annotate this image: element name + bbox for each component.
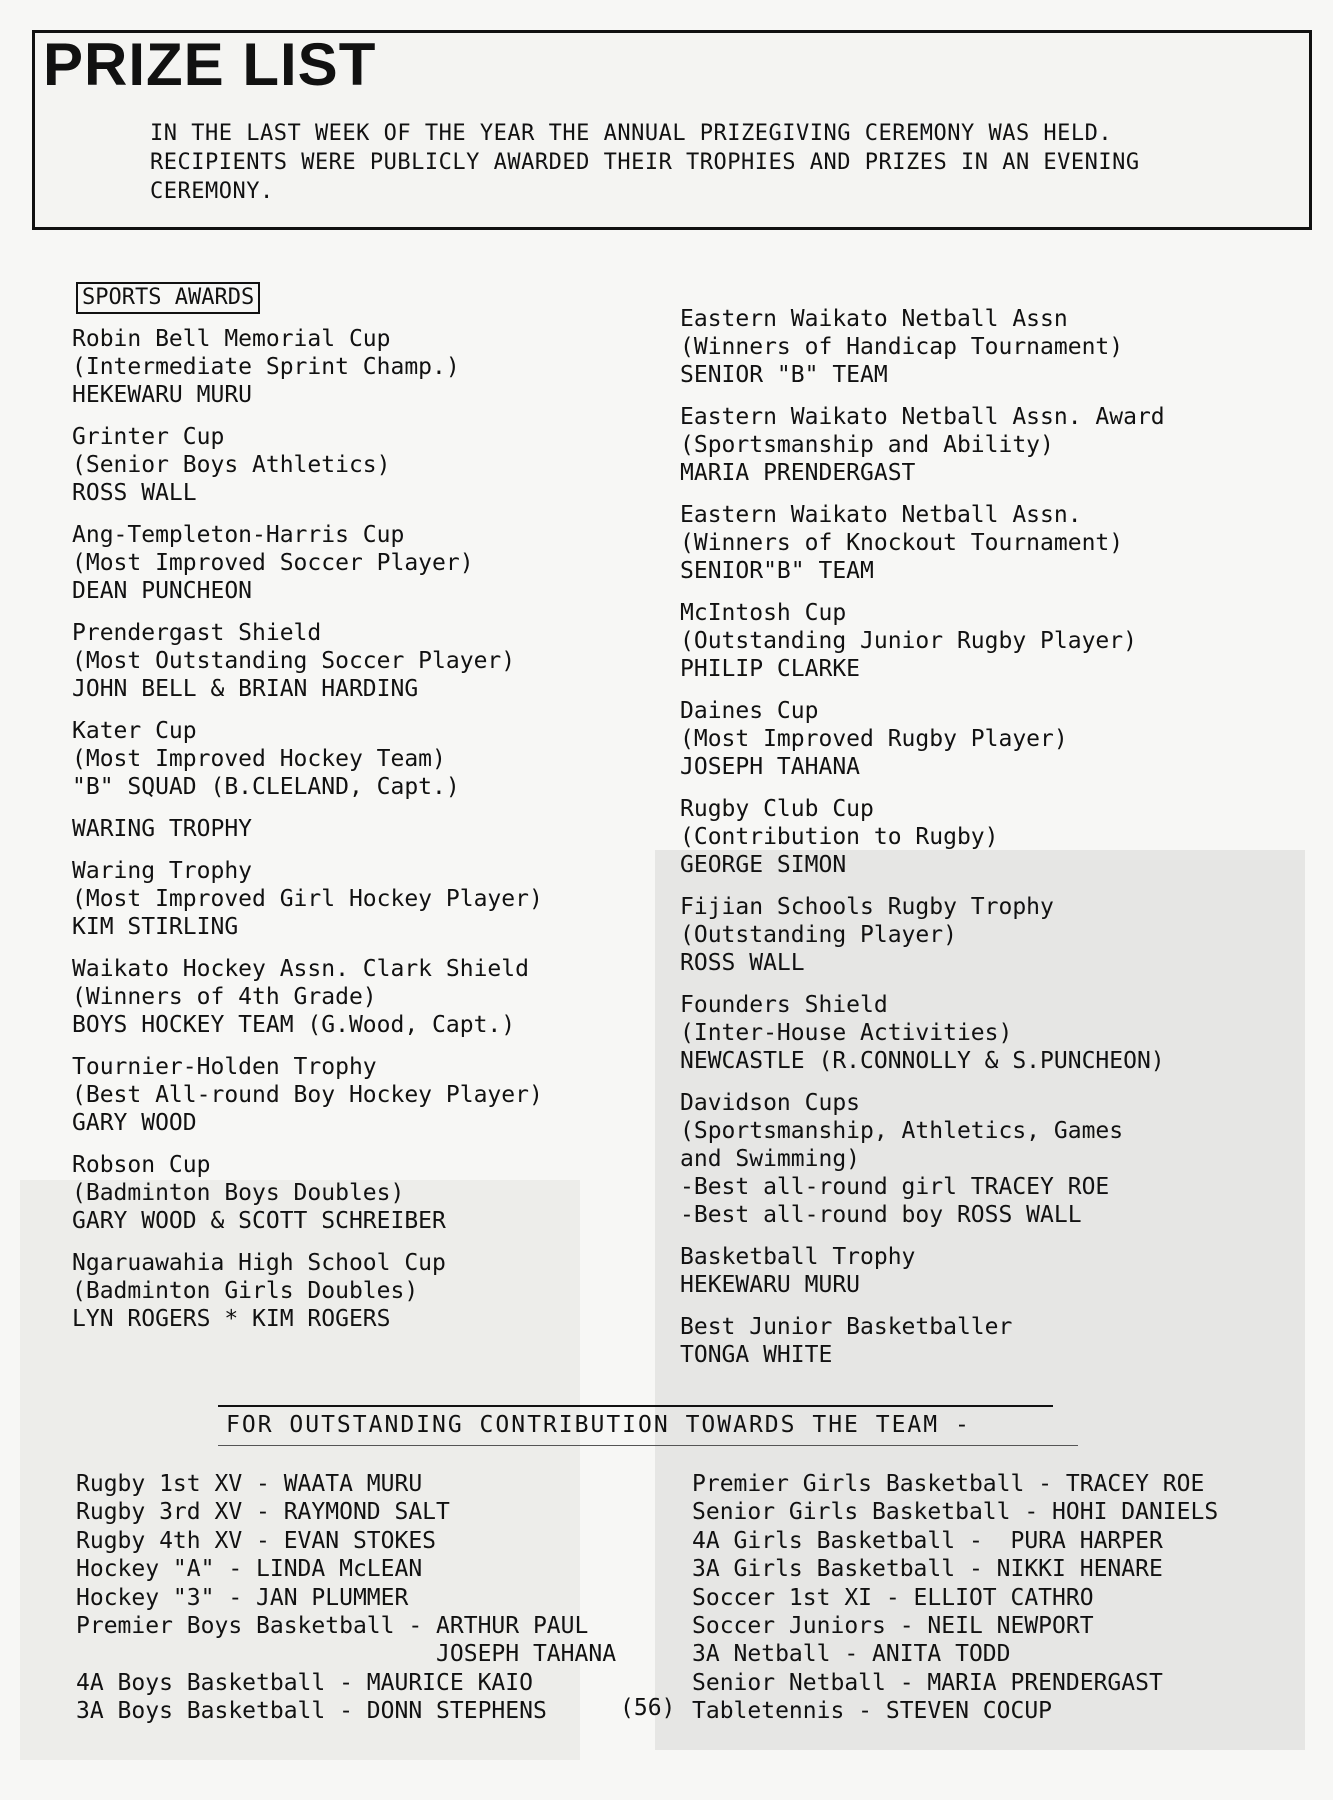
- contribution-entry: Premier Girls Basketball - TRACEY ROE: [692, 1471, 1205, 1497]
- contribution-entry: Rugby 4th XV - EVAN STOKES: [76, 1527, 437, 1554]
- award-line: NEWCASTLE (R.CONNOLLY & S.PUNCHEON): [680, 1048, 1165, 1074]
- award-line: "B" SQUAD (B.CLELAND, Capt.): [72, 774, 460, 800]
- award-line: (Most Improved Hockey Team): [72, 746, 446, 772]
- award-entry: [72, 955, 672, 1039]
- award-line: Eastern Waikato Netball Assn: [680, 306, 1068, 332]
- contribution-entry: Hockey "3" - JAN PLUMMER: [76, 1584, 409, 1611]
- award-line: (Outstanding Junior Rugby Player): [680, 628, 1137, 654]
- award-line: (Senior Boys Athletics): [72, 452, 391, 478]
- award-line: and Swimming): [680, 1146, 861, 1172]
- award-entry: [680, 599, 1300, 683]
- contribution-left-column: [76, 1470, 616, 1726]
- award-line: (Badminton Boys Doubles): [72, 1180, 405, 1206]
- award-entry: [72, 1053, 672, 1137]
- contribution-entry: 3A Netball - ANITA TODD: [692, 1641, 1011, 1668]
- left-awards-column: [72, 325, 672, 1347]
- award-entry: [72, 521, 672, 605]
- right-awards-column: [680, 305, 1300, 1383]
- award-line: (Badminton Girls Doubles): [72, 1278, 419, 1304]
- section-divider: [218, 1405, 1053, 1407]
- award-line: -Best all-round girl TRACEY ROE: [680, 1174, 1110, 1200]
- award-entry: [680, 501, 1300, 585]
- award-line: (Best All-round Boy Hockey Player): [72, 1082, 543, 1108]
- intro-line: IN THE LAST WEEK OF THE YEAR THE ANNUAL PRIZEGIVING CEREMONY WAS HELD.: [150, 121, 1113, 146]
- award-line: (Intermediate Sprint Champ.): [72, 354, 460, 380]
- contribution-entry: Senior Netball - MARIA PRENDERGAST: [692, 1669, 1163, 1696]
- contribution-right-column: [692, 1470, 1218, 1726]
- page-number: (56): [620, 1695, 676, 1721]
- award-line: GEORGE SIMON: [680, 852, 847, 878]
- award-line: LYN ROGERS * KIM ROGERS: [72, 1306, 391, 1332]
- award-entry: [680, 697, 1300, 781]
- award-entry: [72, 815, 672, 843]
- award-line: TONGA WHITE: [680, 1342, 833, 1368]
- award-line: Eastern Waikato Netball Assn.: [680, 502, 1082, 528]
- award-line: Fijian Schools Rugby Trophy: [680, 894, 1054, 920]
- intro-paragraph: [150, 119, 1270, 206]
- award-line: GARY WOOD & SCOTT SCHREIBER: [72, 1208, 446, 1234]
- award-line: (Most Improved Rugby Player): [680, 726, 1068, 752]
- award-line: ROSS WALL: [72, 480, 197, 506]
- award-line: HEKEWARU MURU: [72, 382, 253, 408]
- award-line: Prendergast Shield: [72, 620, 322, 646]
- award-line: (Most Improved Girl Hockey Player): [72, 886, 543, 912]
- contribution-title: FOR OUTSTANDING CONTRIBUTION TOWARDS THE TEAM -: [226, 1412, 971, 1438]
- award-line: ROSS WALL: [680, 950, 805, 976]
- award-line: HEKEWARU MURU: [680, 1272, 861, 1298]
- contribution-entry: Soccer 1st XI - ELLIOT CATHRO: [692, 1584, 1094, 1611]
- award-line: (Inter-House Activities): [680, 1020, 1013, 1046]
- award-line: (Winners of Knockout Tournament): [680, 530, 1124, 556]
- award-entry: [72, 857, 672, 941]
- award-line: (Contribution to Rugby): [680, 824, 999, 850]
- award-line: -Best all-round boy ROSS WALL: [680, 1202, 1082, 1228]
- award-entry: [680, 305, 1300, 389]
- award-line: Daines Cup: [680, 698, 819, 724]
- award-line: BOYS HOCKEY TEAM (G.Wood, Capt.): [72, 1012, 516, 1038]
- award-line: (Winners of 4th Grade): [72, 984, 377, 1010]
- contribution-entry: Hockey "A" - LINDA McLEAN: [76, 1556, 423, 1583]
- contribution-entry: JOSEPH TAHANA: [76, 1641, 617, 1668]
- award-entry: [680, 795, 1300, 879]
- award-line: Grinter Cup: [72, 424, 225, 450]
- award-line: WARING TROPHY: [72, 816, 253, 842]
- award-line: Waring Trophy: [72, 858, 253, 884]
- award-entry: [680, 1313, 1300, 1369]
- award-entry: [680, 893, 1300, 977]
- award-line: Best Junior Basketballer: [680, 1314, 1013, 1340]
- contribution-entry: Rugby 3rd XV - RAYMOND SALT: [76, 1499, 450, 1526]
- contribution-entry: Senior Girls Basketball - HOHI DANIELS: [692, 1499, 1219, 1526]
- award-line: Founders Shield: [680, 992, 888, 1018]
- contribution-entry: 4A Boys Basketball - MAURICE KAIO: [76, 1669, 533, 1696]
- award-entry: [72, 1151, 672, 1235]
- contribution-entry: Soccer Juniors - NEIL NEWPORT: [692, 1613, 1094, 1640]
- award-line: DEAN PUNCHEON: [72, 578, 253, 604]
- award-line: (Most Improved Soccer Player): [72, 550, 474, 576]
- award-line: Tournier-Holden Trophy: [72, 1054, 377, 1080]
- page-title: PRIZE LIST: [43, 31, 377, 98]
- award-entry: [72, 423, 672, 507]
- award-line: MARIA PRENDERGAST: [680, 460, 916, 486]
- award-line: Basketball Trophy: [680, 1244, 916, 1270]
- award-entry: [680, 1243, 1300, 1299]
- award-line: GARY WOOD: [72, 1110, 197, 1136]
- award-line: (Sportsmanship, Athletics, Games: [680, 1118, 1124, 1144]
- contribution-entry: 3A Girls Basketball - NIKKI HENARE: [692, 1556, 1163, 1583]
- award-entry: [680, 991, 1300, 1075]
- award-line: Waikato Hockey Assn. Clark Shield: [72, 956, 529, 982]
- contribution-entry: Premier Boys Basketball - ARTHUR PAUL: [76, 1613, 589, 1640]
- award-line: (Sportsmanship and Ability): [680, 432, 1054, 458]
- award-entry: [72, 325, 672, 409]
- header-box: [32, 30, 1312, 230]
- award-line: Rugby Club Cup: [680, 796, 874, 822]
- contribution-entry: 4A Girls Basketball - PURA HARPER: [692, 1527, 1163, 1554]
- award-line: Ngaruawahia High School Cup: [72, 1250, 446, 1276]
- award-entry: [680, 403, 1300, 487]
- award-entry: [72, 717, 672, 801]
- contribution-underline: [218, 1445, 1078, 1446]
- award-line: JOHN BELL & BRIAN HARDING: [72, 676, 419, 702]
- contribution-entry: Tabletennis - STEVEN COCUP: [692, 1698, 1053, 1725]
- award-line: (Winners of Handicap Tournament): [680, 334, 1124, 360]
- award-line: McIntosh Cup: [680, 600, 847, 626]
- award-entry: [72, 619, 672, 703]
- contribution-entry: Rugby 1st XV - WAATA MURU: [76, 1471, 423, 1497]
- award-line: SENIOR "B" TEAM: [680, 362, 888, 388]
- award-line: Eastern Waikato Netball Assn. Award: [680, 404, 1165, 430]
- award-line: Davidson Cups: [680, 1090, 861, 1116]
- intro-line: RECIPIENTS WERE PUBLICLY AWARDED THEIR TROPHIES AND PRIZES IN AN EVENING: [150, 150, 1140, 175]
- award-line: JOSEPH TAHANA: [680, 754, 861, 780]
- award-entry: [72, 1249, 672, 1333]
- award-line: Ang-Templeton-Harris Cup: [72, 522, 405, 548]
- award-line: (Outstanding Player): [680, 922, 957, 948]
- award-entry: [680, 1089, 1300, 1229]
- award-line: Robin Bell Memorial Cup: [72, 326, 391, 352]
- sports-awards-label: SPORTS AWARDS: [76, 282, 260, 314]
- award-line: SENIOR"B" TEAM: [680, 558, 874, 584]
- intro-line: CEREMONY.: [150, 179, 274, 204]
- contribution-entry: 3A Boys Basketball - DONN STEPHENS: [76, 1698, 547, 1725]
- award-line: (Most Outstanding Soccer Player): [72, 648, 516, 674]
- award-line: Robson Cup: [72, 1152, 211, 1178]
- award-line: KIM STIRLING: [72, 914, 239, 940]
- award-line: Kater Cup: [72, 718, 197, 744]
- award-line: PHILIP CLARKE: [680, 656, 861, 682]
